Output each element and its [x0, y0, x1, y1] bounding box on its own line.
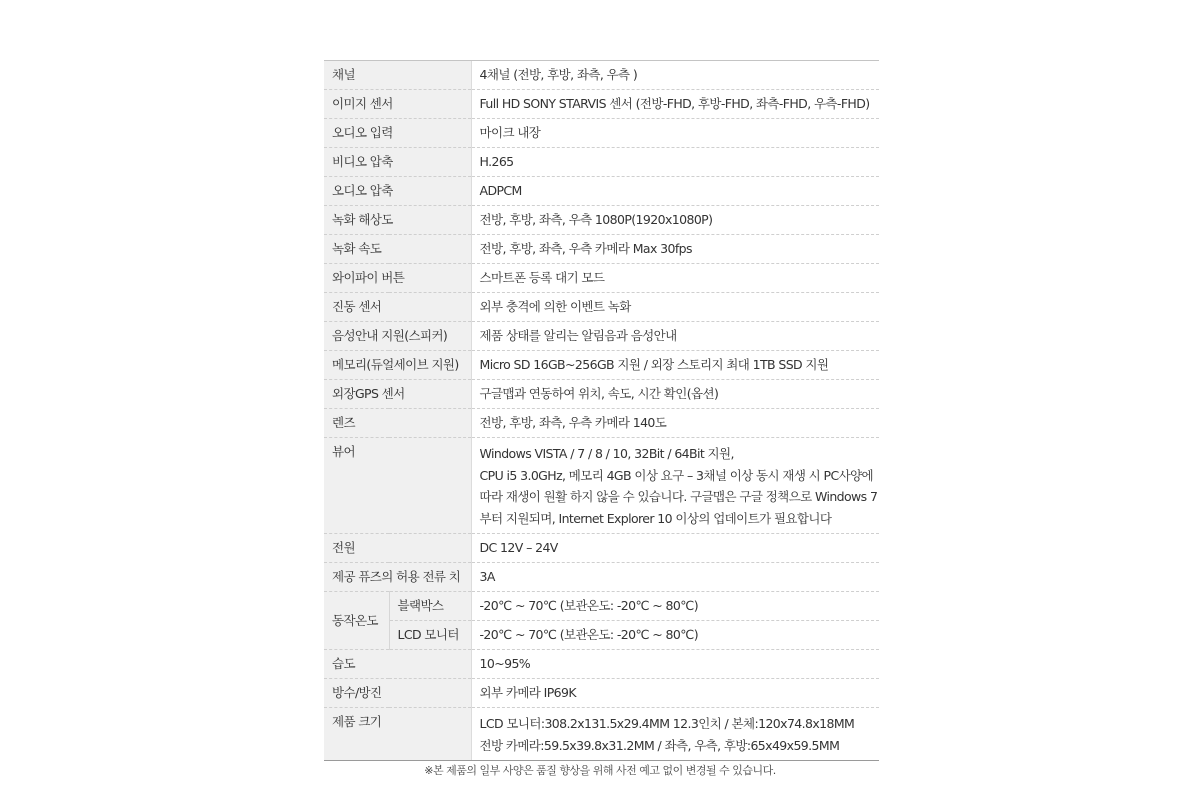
spec-value: 구글맵과 연동하여 위치, 속도, 시간 확인(옵션) — [471, 380, 879, 409]
spec-row-wifi-button — [324, 264, 879, 293]
spec-row-recording-speed — [324, 235, 879, 264]
spec-label: 와이파이 버튼 — [324, 264, 471, 293]
spec-value-line: Windows VISTA / 7 / 8 / 10, 32Bit / 64Bit 지원, — [479, 446, 734, 461]
spec-row-recording-resolution — [324, 206, 879, 235]
spec-label: 오디오 입력 — [324, 119, 471, 148]
spec-value-line: LCD 모니터:308.2x131.5x29.4MM 12.3인치 / 본체:120x74.8x18MM — [479, 716, 855, 731]
spec-value: Full HD SONY STARVIS 센서 (전방-FHD, 후방-FHD, 좌측-FHD, 우측-FHD) — [471, 90, 879, 119]
spec-row-gps-sensor — [324, 380, 879, 409]
spec-value: 외부 카메라 IP69K — [471, 679, 879, 708]
spec-label: 진동 센서 — [324, 293, 471, 322]
spec-sublabel: 블랙박스 — [389, 592, 471, 621]
spec-label: 뷰어 — [324, 438, 471, 534]
spec-value: 전방, 후방, 좌측, 우측 1080P(1920x1080P) — [471, 206, 879, 235]
spec-value: 전방, 후방, 좌측, 우측 카메라 140도 — [471, 409, 879, 438]
spec-value: -20℃ ~ 70℃ (보관온도: -20℃ ~ 80℃) — [471, 621, 879, 650]
spec-row-operating-temp-lcd — [324, 621, 879, 650]
spec-value: -20℃ ~ 70℃ (보관온도: -20℃ ~ 80℃) — [471, 592, 879, 621]
spec-label: 전원 — [324, 534, 471, 563]
disclaimer-footnote: ※본 제품의 일부 사양은 품질 향상을 위해 사전 예고 없이 변경될 수 있습니다. — [424, 764, 776, 777]
spec-label: 메모리(듀얼세이브 지원) — [324, 351, 471, 380]
spec-row-size — [324, 708, 879, 761]
spec-value-line: 전방 카메라:59.5x39.8x31.2MM / 좌측, 우측, 후방:65x49x59.5MM — [479, 737, 840, 753]
spec-row-audio-input — [324, 119, 879, 148]
spec-label: 채널 — [324, 61, 471, 90]
spec-label: 녹화 속도 — [324, 235, 471, 264]
spec-label: 녹화 해상도 — [324, 206, 471, 235]
spec-value-line: 부터 지원되며, Internet Explorer 10 이상의 업데이트가 필요합니다 — [479, 510, 832, 526]
spec-row-fuse — [324, 563, 879, 592]
spec-value: Micro SD 16GB~256GB 지원 / 외장 스토리지 최대 1TB SSD 지원 — [471, 351, 879, 380]
spec-label: 음성안내 지원(스피커) — [324, 322, 471, 351]
spec-value: 전방, 후방, 좌측, 우측 카메라 Max 30fps — [471, 235, 879, 264]
spec-value: ADPCM — [471, 177, 879, 206]
spec-label: 방수/방진 — [324, 679, 471, 708]
spec-row-lens — [324, 409, 879, 438]
spec-row-humidity — [324, 650, 879, 679]
spec-value: 외부 충격에 의한 이벤트 녹화 — [471, 293, 879, 322]
spec-row-image-sensor — [324, 90, 879, 119]
spec-value: DC 12V – 24V — [471, 534, 879, 563]
spec-value — [471, 708, 879, 761]
spec-value: 제품 상태를 알리는 알림음과 음성안내 — [471, 322, 879, 351]
spec-row-viewer — [324, 438, 879, 534]
spec-label: 외장GPS 센서 — [324, 380, 471, 409]
spec-sublabel: LCD 모니터 — [389, 621, 471, 650]
spec-row-voice-guide — [324, 322, 879, 351]
spec-value: 4채널 (전방, 후방, 좌측, 우측 ) — [471, 61, 879, 90]
spec-value: 10~95% — [471, 650, 879, 679]
spec-row-video-compression — [324, 148, 879, 177]
spec-value-line: 따라 재생이 원활 하지 않을 수 있습니다. 구글맵은 구글 정책으로 Windows 7 — [479, 489, 878, 504]
spec-label: 비디오 압축 — [324, 148, 471, 177]
spec-value: H.265 — [471, 148, 879, 177]
spec-row-waterproof — [324, 679, 879, 708]
spec-value: 3A — [471, 563, 879, 592]
spec-row-operating-temp-blackbox — [324, 592, 879, 621]
spec-row-power — [324, 534, 879, 563]
spec-row-memory — [324, 351, 879, 380]
spec-table — [324, 60, 879, 761]
spec-label: 제공 퓨즈의 허용 전류 치 — [324, 563, 471, 592]
spec-label: 이미지 센서 — [324, 90, 471, 119]
spec-label: 동작온도 — [324, 592, 389, 650]
spec-value-line: CPU i5 3.0GHz, 메모리 4GB 이상 요구 – 3채널 이상 동시 재생 시 PC사양에 — [479, 467, 874, 483]
spec-value: 마이크 내장 — [471, 119, 879, 148]
spec-value — [471, 438, 879, 534]
spec-row-audio-compression — [324, 177, 879, 206]
spec-row-vibration-sensor — [324, 293, 879, 322]
spec-value: 스마트폰 등록 대기 모드 — [471, 264, 879, 293]
spec-label: 습도 — [324, 650, 471, 679]
spec-label: 렌즈 — [324, 409, 471, 438]
spec-row-channel — [324, 61, 879, 90]
spec-label: 제품 크기 — [324, 708, 471, 761]
spec-label: 오디오 압축 — [324, 177, 471, 206]
